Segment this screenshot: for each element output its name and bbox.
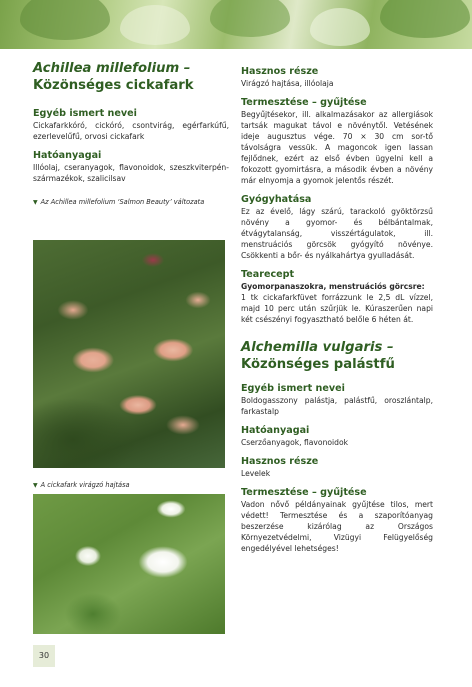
section-text-healing-effect: Ez az évelő, lágy szárú, tarackoló gyöktörzsű növény a gyomor- és bélbántalmak, étvágytalanság, visszértágulatok, ill. menstruációs görcsök gyógyító növénye. Csökkenti a bőr- és nyálkahártya gyulladását. xyxy=(241,207,433,260)
section-heading-tea-recipe: Tearecept xyxy=(241,269,295,280)
title-latin: Achillea millefolium – xyxy=(33,61,191,76)
section-heading-other-names: Egyéb ismert nevei xyxy=(33,108,137,119)
photo-caption-2: ▼ A cickafark virágzó hajtása xyxy=(33,481,130,489)
section2-text-active-ingredients: Cserzőanyagok, flavonoidok xyxy=(241,438,348,447)
plant-title-alchemilla xyxy=(241,339,433,373)
section-text-other-names: Cickafarkkóró, cickóró, csontvirág, egérfarkúfű, ezerlevelűfű, orvosi cickafark xyxy=(33,121,229,141)
caption-arrow-icon: ▼ xyxy=(33,482,38,489)
section-heading-cultivation: Termesztése – gyűjtése xyxy=(241,97,367,108)
section-heading-active-ingredients: Hatóanyagai xyxy=(33,150,102,161)
section2-text-useful-part: Levelek xyxy=(241,469,271,478)
section-heading-useful-part: Hasznos része xyxy=(241,66,319,77)
tea-recipe-lead: Gyomorpanaszokra, menstruációs görcsre: xyxy=(241,282,425,291)
title2-latin: Alchemilla vulgaris – xyxy=(241,340,394,355)
section-heading-healing-effect: Gyógyhatása xyxy=(241,194,312,205)
left-column xyxy=(33,60,229,207)
section2-heading-active-ingredients: Hatóanyagai xyxy=(241,425,310,436)
right-column xyxy=(241,66,433,554)
photo-salmon-beauty-yarrow xyxy=(33,240,225,468)
title-common: Közönséges cickafark xyxy=(33,78,194,93)
photo-caption-1: ▼ Az Achillea millefolium ‘Salmon Beauty’ változata xyxy=(33,198,205,206)
section-text-useful-part: Virágzó hajtása, illóolaja xyxy=(241,79,334,88)
section2-heading-cultivation: Termesztése – gyűjtése xyxy=(241,487,367,498)
section-text-active-ingredients: Illóolaj, cseranyagok, flavonoidok, szeszkviterpén-származékok, szalicilsav xyxy=(33,163,229,183)
section-text-cultivation: Begyűjtésekor, ill. alkalmazásakor az allergiások tartsák magukat távol e növénytől. Vetésének ideje augusztus vége. 70 × 30 cm sor-tő távolságra vessük. A magoncok igen lassan fejlődnek, ezért az első évben ügyelni kell a fokozott gyomirtásra, a második évben a növény már elnyomja a gyomok jelentős részét. xyxy=(241,110,433,185)
section2-text-cultivation: Vadon nővő példányainak gyűjtése tilos, mert védett! Termesztése és a szaporítóanyag beszerzése kizárólag az Országos Környezetvédelmi, Vizügyi Felügyelőség engedélyével lehetséges! xyxy=(241,500,433,553)
section2-heading-useful-part: Hasznos része xyxy=(241,456,319,467)
page-number: 30 xyxy=(33,645,55,667)
section2-heading-other-names: Egyéb ismert nevei xyxy=(241,383,345,394)
caption-2-wrap xyxy=(33,481,229,490)
section-text-tea-recipe: 1 tk cickafarkfüvet forrázzunk le 2,5 dL vízzel, majd 10 perc után szűrjük le. Kúraszerűen napi két csészényi fogyasztható belőle 6 héten át. xyxy=(241,293,433,324)
header-leaf-banner xyxy=(0,0,472,49)
photo-flowering-yarrow xyxy=(33,494,225,634)
title2-common: Közönséges palástfű xyxy=(241,357,395,372)
section2-text-other-names: Boldogasszony palástja, palástfű, oroszlántalp, farkastalp xyxy=(241,396,433,416)
caption-arrow-icon: ▼ xyxy=(33,199,38,206)
plant-title-achillea xyxy=(33,60,229,94)
